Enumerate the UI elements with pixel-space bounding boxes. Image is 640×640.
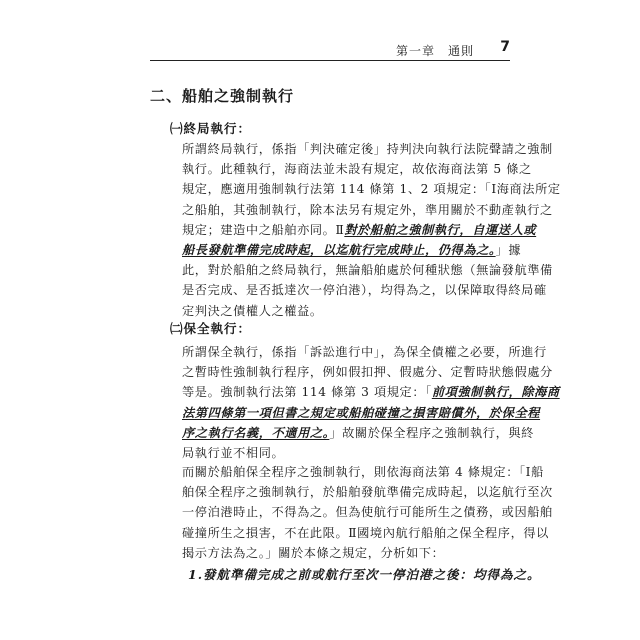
text-line: 執行。此種執行，海商法並未設有規定，故依海商法第 5 條之 [182,162,532,177]
text-run: 」故關於保全程序之強制執行，與終 [329,425,534,440]
underlined-quote: 法第四條第一項但書之規定或船舶碰撞之損害賠償外，於保全程 [182,405,541,420]
section-heading: 二、船舶之強制執行 [150,87,295,105]
paragraph-provisional-execution [182,342,560,463]
text-line: 此，對於船舶之終局執行，無論船舶處於何種狀態（無論發航準備 [182,263,553,278]
text-line: 局執行並不相同。 [182,445,285,460]
text-line [182,220,537,240]
text-line: 碰撞所生之損害，不在此限。Ⅱ國境內航行船舶之保全程序，得以 [182,525,549,540]
list-item-1: 1.發航準備完成之前或航行至次一停泊港之後：均得為之。 [188,567,541,582]
underlined-quote: 前項強制執行，除海商 [431,385,560,400]
text-run: 」據 [495,242,522,257]
subsection-heading-final-execution: ㈠終局執行： [170,121,252,136]
text-line: 一停泊港時止，不得為之。但為使航行可能所生之債務，或因船舶 [182,505,553,520]
subsection-heading-provisional-execution: ㈡保全執行： [170,321,252,336]
chapter-title: 第一章 通則 [395,44,474,58]
running-header [150,40,510,61]
paragraph-final-execution [182,139,561,321]
underlined-quote: 船長發航準備完成時起，以迄航行完成時止，仍得為之。 [182,242,496,257]
text-line: 揭示方法為之。」關於本條之規定，分析如下： [182,545,445,560]
text-line [182,240,522,260]
text-line: 舶保全程序之強制執行，於船舶發航準備完成時起，以迄航行至次 [182,485,553,500]
text-run: 等是。強制執行法第 114 條第 3 項規定：「 [182,385,432,400]
text-line [182,382,560,402]
text-line: 是否完成、是否抵達次一停泊港），均得為之，以保障取得終局確 [182,283,547,298]
text-line: 所謂保全執行，係指「訴訟進行中」，為保全債權之必要，所進行 [182,345,547,359]
text-line: 定判決之債權人之權益。 [182,303,323,318]
underlined-quote: 序之執行名義，不適用之。 [182,425,330,440]
paragraph-maritime-law-article-4 [182,462,553,563]
text-line [182,423,534,443]
text-line: 之船舶，其強制執行，除本法另有規定外，準用關於不動產執行之 [182,202,553,217]
page-number: 7 [500,39,510,55]
text-run: 規定；建造中之船舶亦同。Ⅱ [182,222,345,237]
text-line: 之暫時性強制執行程序，例如假扣押、假處分、定暫時狀態假處分 [182,365,553,380]
text-line: 規定，應適用強制執行法第 114 條第 1、2 項規定：「Ⅰ海商法所定 [182,182,561,197]
text-line: 而關於船舶保全程序之強制執行，則依海商法第 4 條規定：「Ⅰ船 [182,465,544,479]
text-line: 所謂終局執行，係指「判決確定後」持判決向執行法院聲請之強制 [182,142,553,156]
text-line [182,403,541,423]
underlined-quote: 對於船舶之強制執行，自運送人或 [344,222,537,237]
